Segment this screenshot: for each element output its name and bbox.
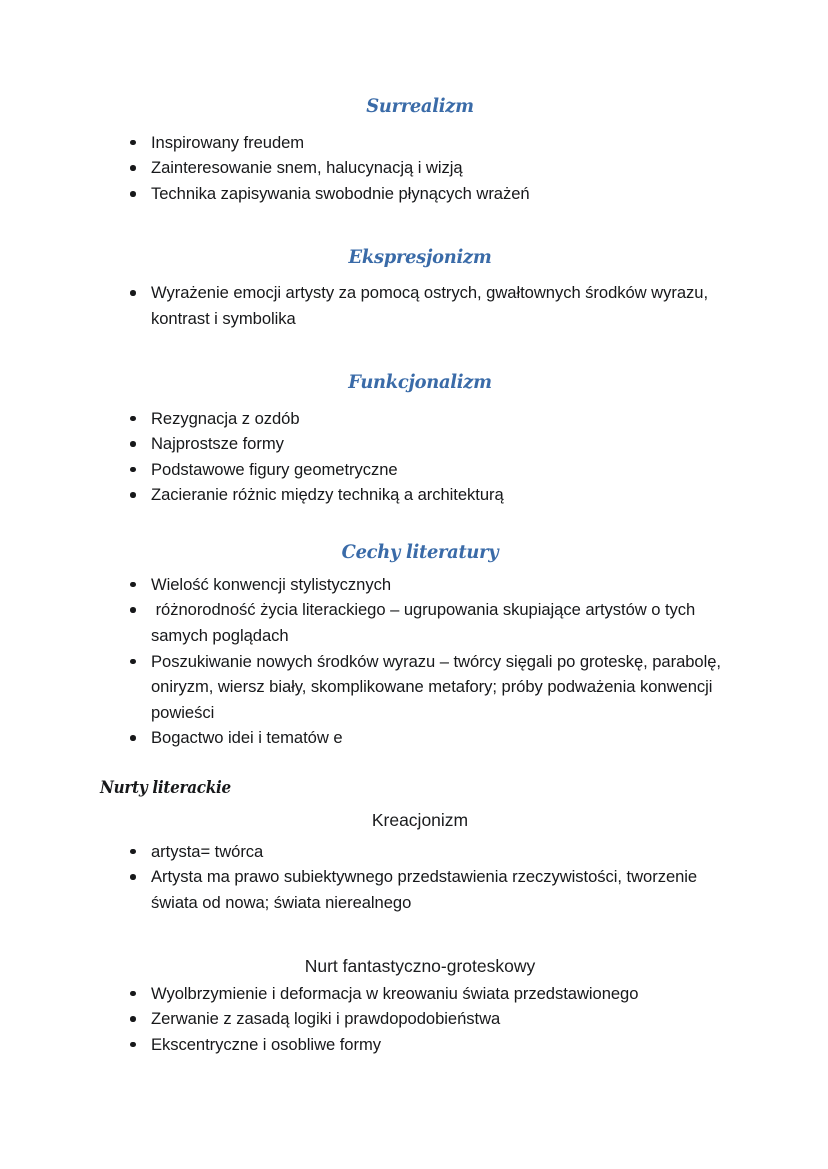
list-item: Zainteresowanie snem, halucynacją i wizją bbox=[100, 155, 740, 181]
bullet-list-cechy-literatury bbox=[100, 572, 740, 751]
spacer bbox=[100, 916, 740, 956]
list-item: różnorodność życia literackiego – ugrupowania skupiające artystów o tych samych poglądach bbox=[100, 597, 740, 648]
spacer bbox=[100, 207, 740, 247]
list-item: Zacieranie różnic między techniką a architekturą bbox=[100, 482, 740, 508]
spacer bbox=[100, 831, 740, 839]
spacer bbox=[100, 394, 740, 406]
section-heading-surrealizm: Surrealizm bbox=[366, 95, 474, 117]
list-item: Wyolbrzymienie i deformacja w kreowaniu świata przedstawionego bbox=[100, 981, 740, 1007]
spacer bbox=[100, 564, 740, 572]
spacer bbox=[100, 268, 740, 280]
bullet-list-funkcjonalizm bbox=[100, 406, 740, 508]
list-item: Artysta ma prawo subiektywnego przedstawienia rzeczywistości, tworzenie świata od nowa; świata nierealnego bbox=[100, 864, 740, 915]
list-item: Wielość konwencji stylistycznych bbox=[100, 572, 740, 598]
document-content bbox=[100, 96, 740, 1057]
spacer bbox=[100, 798, 740, 810]
list-item: Zerwanie z zasadą logiki i prawdopodobieństwa bbox=[100, 1006, 740, 1032]
spacer bbox=[100, 751, 740, 779]
list-item: Bogactwo idei i tematów e bbox=[100, 725, 740, 751]
bullet-list-nurt-fantastyczno-groteskowy bbox=[100, 981, 740, 1058]
section-heading-nurty-literackie: Nurty literackie bbox=[100, 777, 231, 797]
list-item: Ekscentryczne i osobliwe formy bbox=[100, 1032, 740, 1058]
spacer bbox=[100, 332, 740, 372]
bullet-list-ekspresjonizm bbox=[100, 280, 740, 331]
subsection-heading-kreacjonizm: Kreacjonizm bbox=[371, 809, 469, 830]
bullet-list-surrealizm bbox=[100, 130, 740, 207]
section-heading-cechy-literatury: Cechy literatury bbox=[341, 540, 499, 563]
list-item: Najprostsze formy bbox=[100, 431, 740, 457]
spacer bbox=[100, 118, 740, 130]
list-item: Rezygnacja z ozdób bbox=[100, 406, 740, 432]
subsection-heading-nurt-fantastyczno-groteskowy: Nurt fantastyczno-groteskowy bbox=[304, 955, 536, 976]
list-item: Podstawowe figury geometryczne bbox=[100, 457, 740, 483]
list-item: Technika zapisywania swobodnie płynących wrażeń bbox=[100, 181, 740, 207]
spacer bbox=[100, 508, 740, 542]
section-heading-ekspresjonizm: Ekspresjonizm bbox=[348, 245, 492, 268]
list-item: Poszukiwanie nowych środków wyrazu – twórcy sięgali po groteskę, parabolę, oniryzm, wiersz biały, skomplikowane metafory; próby podważenia konwencji powieści bbox=[100, 649, 740, 726]
list-item: Wyrażenie emocji artysty za pomocą ostrych, gwałtownych środków wyrazu, kontrast i symbolika bbox=[100, 280, 740, 331]
list-item: Inspirowany freudem bbox=[100, 130, 740, 156]
section-heading-funkcjonalizm: Funkcjonalizm bbox=[348, 370, 492, 393]
list-item: artysta= twórca bbox=[100, 839, 740, 865]
bullet-list-kreacjonizm bbox=[100, 839, 740, 916]
